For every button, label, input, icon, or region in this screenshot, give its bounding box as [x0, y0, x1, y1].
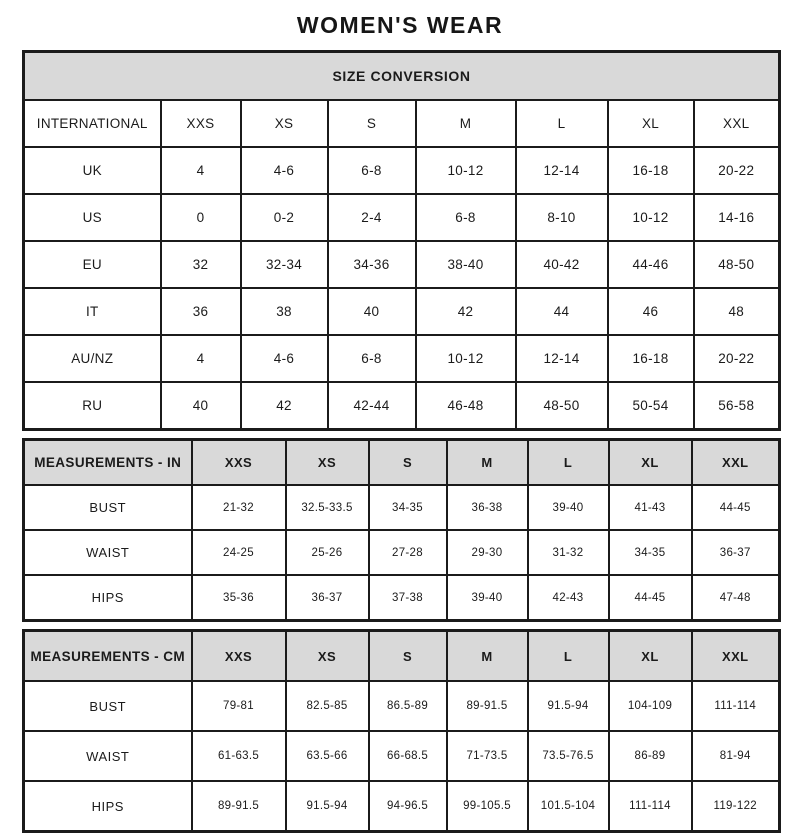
size-cell: 46	[608, 288, 694, 335]
measure-cell: 99-105.5	[447, 781, 528, 832]
column-header-xs: XS	[286, 631, 369, 682]
size-cell: 6-8	[416, 194, 516, 241]
size-cell: 12-14	[516, 147, 608, 194]
measure-cell: 44-45	[692, 485, 780, 530]
size-cell: 34-36	[328, 241, 416, 288]
size-cell: 6-8	[328, 335, 416, 382]
column-header-xxs: XXS	[161, 100, 241, 147]
size-cell: 48-50	[516, 382, 608, 430]
size-cell: 10-12	[416, 147, 516, 194]
size-cell: 38-40	[416, 241, 516, 288]
measure-cell: 42-43	[528, 575, 609, 621]
size-conversion-header: SIZE CONVERSION	[24, 52, 780, 101]
measure-cell: 101.5-104	[528, 781, 609, 832]
size-cell: 40	[161, 382, 241, 430]
table-gap	[22, 622, 778, 629]
measurements-in-table	[22, 438, 781, 622]
measure-cell: 36-37	[692, 530, 780, 575]
measure-cell: 41-43	[609, 485, 692, 530]
column-header-xl: XL	[609, 440, 692, 486]
column-header-xxl: XXL	[692, 631, 780, 682]
row-label: WAIST	[24, 530, 192, 575]
size-cell: 40	[328, 288, 416, 335]
table-row-bust-in	[24, 485, 780, 530]
row-label: WAIST	[24, 731, 192, 781]
size-cell: 10-12	[608, 194, 694, 241]
row-label: HIPS	[24, 575, 192, 621]
measure-cell: 89-91.5	[192, 781, 286, 832]
size-cell: 38	[241, 288, 328, 335]
measurements-in-header-row	[24, 440, 780, 486]
column-header-xs: XS	[241, 100, 328, 147]
measure-cell: 21-32	[192, 485, 286, 530]
measure-cell: 61-63.5	[192, 731, 286, 781]
column-header-xl: XL	[608, 100, 694, 147]
table-row-us	[24, 194, 780, 241]
row-label: BUST	[24, 681, 192, 731]
measure-cell: 31-32	[528, 530, 609, 575]
measure-cell: 71-73.5	[447, 731, 528, 781]
size-cell: 4	[161, 147, 241, 194]
column-header-s: S	[328, 100, 416, 147]
table-row-hips-in	[24, 575, 780, 621]
column-header-l: L	[528, 631, 609, 682]
column-header-m: M	[447, 631, 528, 682]
size-cell: 8-10	[516, 194, 608, 241]
column-header-m: M	[416, 100, 516, 147]
table-row-eu	[24, 241, 780, 288]
measure-cell: 39-40	[528, 485, 609, 530]
size-cell: 4-6	[241, 335, 328, 382]
column-header-international: INTERNATIONAL	[24, 100, 161, 147]
row-label: UK	[24, 147, 161, 194]
size-cell: 42-44	[328, 382, 416, 430]
size-cell: 50-54	[608, 382, 694, 430]
measure-cell: 91.5-94	[528, 681, 609, 731]
row-label: EU	[24, 241, 161, 288]
measure-cell: 79-81	[192, 681, 286, 731]
size-cell: 12-14	[516, 335, 608, 382]
size-cell: 2-4	[328, 194, 416, 241]
measure-cell: 37-38	[369, 575, 447, 621]
measure-cell: 111-114	[692, 681, 780, 731]
column-header-xxs: XXS	[192, 440, 286, 486]
size-cell: 20-22	[694, 335, 780, 382]
measure-cell: 24-25	[192, 530, 286, 575]
row-label: RU	[24, 382, 161, 430]
row-label: AU/NZ	[24, 335, 161, 382]
row-label: HIPS	[24, 781, 192, 832]
size-cell: 48-50	[694, 241, 780, 288]
measure-cell: 111-114	[609, 781, 692, 832]
measure-cell: 86-89	[609, 731, 692, 781]
measure-cell: 82.5-85	[286, 681, 369, 731]
table-row-uk	[24, 147, 780, 194]
size-cell: 16-18	[608, 147, 694, 194]
measure-cell: 34-35	[369, 485, 447, 530]
column-header-l: L	[516, 100, 608, 147]
table-row-hips-cm	[24, 781, 780, 832]
measure-cell: 35-36	[192, 575, 286, 621]
row-label: BUST	[24, 485, 192, 530]
size-cell: 48	[694, 288, 780, 335]
table-row-aunz	[24, 335, 780, 382]
size-cell: 56-58	[694, 382, 780, 430]
size-cell: 10-12	[416, 335, 516, 382]
column-header-xl: XL	[609, 631, 692, 682]
measure-cell: 119-122	[692, 781, 780, 832]
measure-cell: 63.5-66	[286, 731, 369, 781]
row-label: US	[24, 194, 161, 241]
measure-cell: 39-40	[447, 575, 528, 621]
size-conversion-table	[22, 50, 781, 431]
table-row-waist-cm	[24, 731, 780, 781]
measurements-cm-header-row	[24, 631, 780, 682]
measure-cell: 81-94	[692, 731, 780, 781]
measure-cell: 27-28	[369, 530, 447, 575]
measure-cell: 94-96.5	[369, 781, 447, 832]
size-cell: 42	[241, 382, 328, 430]
table-row-waist-in	[24, 530, 780, 575]
measurements-cm-table	[22, 629, 781, 833]
size-conversion-columns-row	[24, 100, 780, 147]
measure-cell: 66-68.5	[369, 731, 447, 781]
measure-cell: 89-91.5	[447, 681, 528, 731]
page-title: WOMEN'S WEAR	[296, 12, 504, 38]
measure-cell: 44-45	[609, 575, 692, 621]
measure-cell: 86.5-89	[369, 681, 447, 731]
column-header-xs: XS	[286, 440, 369, 486]
size-cell: 44-46	[608, 241, 694, 288]
size-cell: 4	[161, 335, 241, 382]
measurements-in-header: MEASUREMENTS - IN	[24, 440, 192, 486]
measure-cell: 104-109	[609, 681, 692, 731]
column-header-xxl: XXL	[694, 100, 780, 147]
measure-cell: 25-26	[286, 530, 369, 575]
size-cell: 4-6	[241, 147, 328, 194]
column-header-s: S	[369, 631, 447, 682]
table-row-bust-cm	[24, 681, 780, 731]
column-header-xxs: XXS	[192, 631, 286, 682]
size-cell: 6-8	[328, 147, 416, 194]
measure-cell: 32.5-33.5	[286, 485, 369, 530]
size-cell: 36	[161, 288, 241, 335]
size-cell: 0-2	[241, 194, 328, 241]
size-cell: 20-22	[694, 147, 780, 194]
size-cell: 16-18	[608, 335, 694, 382]
measure-cell: 36-37	[286, 575, 369, 621]
size-cell: 46-48	[416, 382, 516, 430]
column-header-xxl: XXL	[692, 440, 780, 486]
size-cell: 40-42	[516, 241, 608, 288]
size-conversion-title-row	[24, 52, 780, 101]
size-cell: 32	[161, 241, 241, 288]
size-cell: 42	[416, 288, 516, 335]
measure-cell: 34-35	[609, 530, 692, 575]
measure-cell: 29-30	[447, 530, 528, 575]
size-cell: 44	[516, 288, 608, 335]
column-header-m: M	[447, 440, 528, 486]
table-row-ru	[24, 382, 780, 430]
size-cell: 0	[161, 194, 241, 241]
table-gap	[22, 431, 778, 438]
column-header-l: L	[528, 440, 609, 486]
row-label: IT	[24, 288, 161, 335]
size-cell: 14-16	[694, 194, 780, 241]
measurements-cm-header: MEASUREMENTS - CM	[24, 631, 192, 682]
column-header-s: S	[369, 440, 447, 486]
measure-cell: 73.5-76.5	[528, 731, 609, 781]
table-row-it	[24, 288, 780, 335]
measure-cell: 47-48	[692, 575, 780, 621]
measure-cell: 91.5-94	[286, 781, 369, 832]
size-cell: 32-34	[241, 241, 328, 288]
measure-cell: 36-38	[447, 485, 528, 530]
